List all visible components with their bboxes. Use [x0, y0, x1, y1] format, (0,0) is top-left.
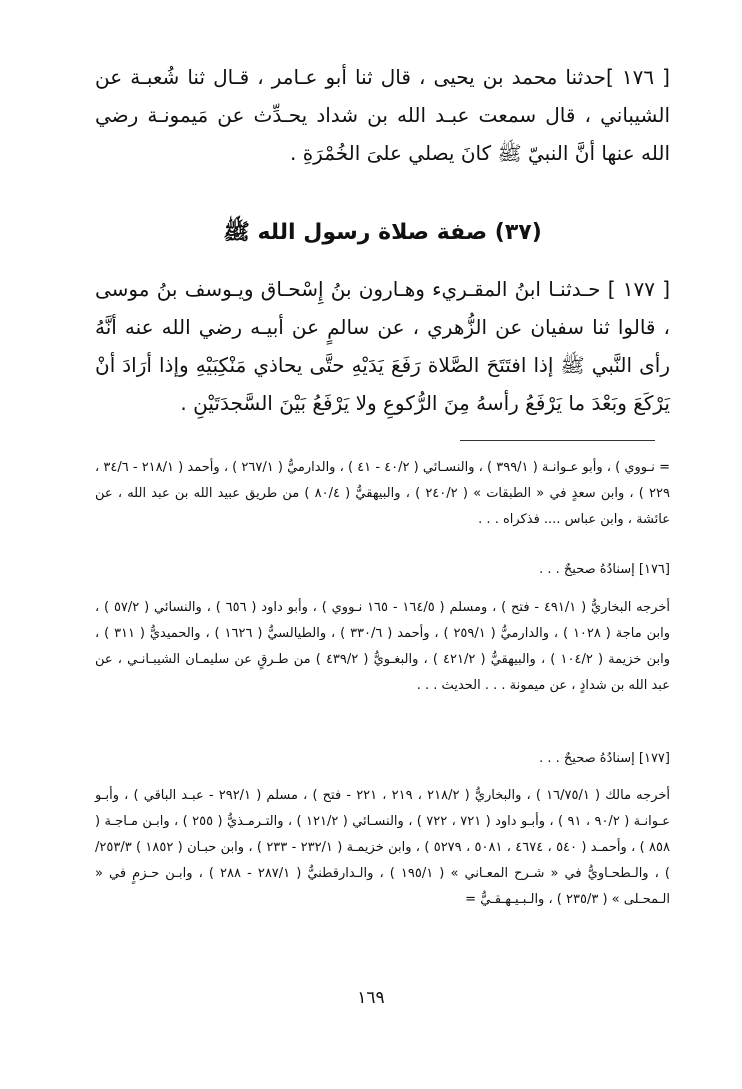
footnote-176-heading: [١٧٦] إسنادُهُ صحيحٌ . . .	[539, 562, 670, 577]
footnote-177-body: أخرجه مالك ( ١٦/٧٥/١ ) ، والبخاريُّ ( ٢١٨/٢ ، ٢١٩ ، ٢٢١ - فتح ) ، مسلم ( ٢٩٢/١ - عبـد الباقي ) ، وأبـو عـوانـة ( ٩٠/٢ ، ٩١ ) ، وأبـو داود ( ٧٢١ ، ٧٢٢ ) ، والنسـائي ( ١٢١/٢ ) ، والتـرمـذيُّ ( ٢٥٥ ) ، وابـن مـاجـة ( ٨٥٨ ) ، وأحمـد ( ٥٤٠ ، ٤٦٧٤ ، ٥٠٨١ ، ٥٢٧٩ ) ، وابن خزيمـة ( ٢٣٢/١ - ٢٣٣ ) ، وابن حبـان ( ١٨٥٢ ) ٢٥٣/٣/ ) ، والـطحـاويُّ في « شـرح المعـاني » ( ١٩٥/١ ) ، والـدارقطنيُّ ( ٢٨٧/١ - ٢٨٨ ) ، وابـن حـزمٍ في « الـمحـلى » ( ٢٣٥/٣ ) ، والـبـيـهـقـيُّ =	[95, 788, 671, 907]
footnote-177-heading: [١٧٧] إسنادُهُ صحيحٌ . . .	[539, 751, 670, 766]
footnote-176-body: أخرجه البخاريُّ ( ٤٩١/١ - فتح ) ، ومسلم ( ١٦٤/٥ - ١٦٥ نـووي ) ، وأبو داود ( ٦٥٦ ) ، والنسائي ( ٥٧/٢ ) ، وابن ماجة ( ١٠٢٨ ) ، والدارميُّ ( ٢٥٩/١ ) ، وأحمد ( ٣٣٠/٦ ) ، والطيالسيُّ ( ١٦٢٦ ) ، والحميديُّ ( ٣١١ ) ، وابن خزيمة ( ١٠٤/٢ ) ، والبيهقيُّ ( ٤٢١/٢ ) ، والبغـويُّ ( ٤٣٩/٢ ) من طـرقٍ عن سليمـان الشيبـانـي ، عن عبد الله بن شدادٍ ، عن ميمونة . . . الحديث . . .	[95, 600, 671, 693]
hadith-176-text: [ ١٧٦ ]حدثنا محمد بن يحيى ، قال ثنا أبو عـامر ، قـال ثنا شُعبـة عن الشيباني ، قال سمعت عبـد الله بن شداد يحـدِّث عن مَيمونـة رضي الله عنها أنَّ النبيّ ﷺ كانَ يصلي علىَ الخُمْرَةِ .	[95, 65, 670, 165]
footnote-continuation: = نـووي ) ، وأبو عـوانـة ( ٣٩٩/١ ) ، والنسـائي ( ٤٠/٢ - ٤١ ) ، والدارميُّ ( ٢٦٧/١ ) ، وأحمد ( ٢١٨/١ - ٣٤/٦ ، ٢٢٩ ) ، وابن سعدٍ في « الطبقات » ( ٢٤٠/٢ ) ، والبيهقيُّ ( ٨٠/٤ ) من طريق عبيد الله بن عبد الله ، عن عائشة ، وابن عباس .... فذكراه . . .	[95, 460, 670, 527]
hadith-177-text: [ ١٧٧ ] حـدثنـا ابنُ المقـريء وهـارون بنُ إِسْحـاق ويـوسف بنُ موسى ، قالوا ثنا سفيان عن الزُّهري ، عن سالمٍ عن أبيـه رضي الله عنه أنَّهُ رأى النَّبي ﷺ إذا افتَتَحَ الصَّلاة رَفَعَ يَدَيْهِ حتَّى يحاذي مَنْكِبَيْهِ وإذا أرَادَ أنْ يَرْكَعَ وبَعْدَ ما يَرْفَعُ رأسهُ مِنَ الرُّكوعِ ولا يَرْفَعُ بَيْنَ السَّجدَتَيْنِ .	[95, 277, 670, 415]
page-number: ١٦٩	[357, 988, 385, 1008]
footnote-separator	[460, 440, 655, 441]
section-heading: (٣٧) صفة صلاة رسول الله ﷺ	[223, 220, 542, 245]
